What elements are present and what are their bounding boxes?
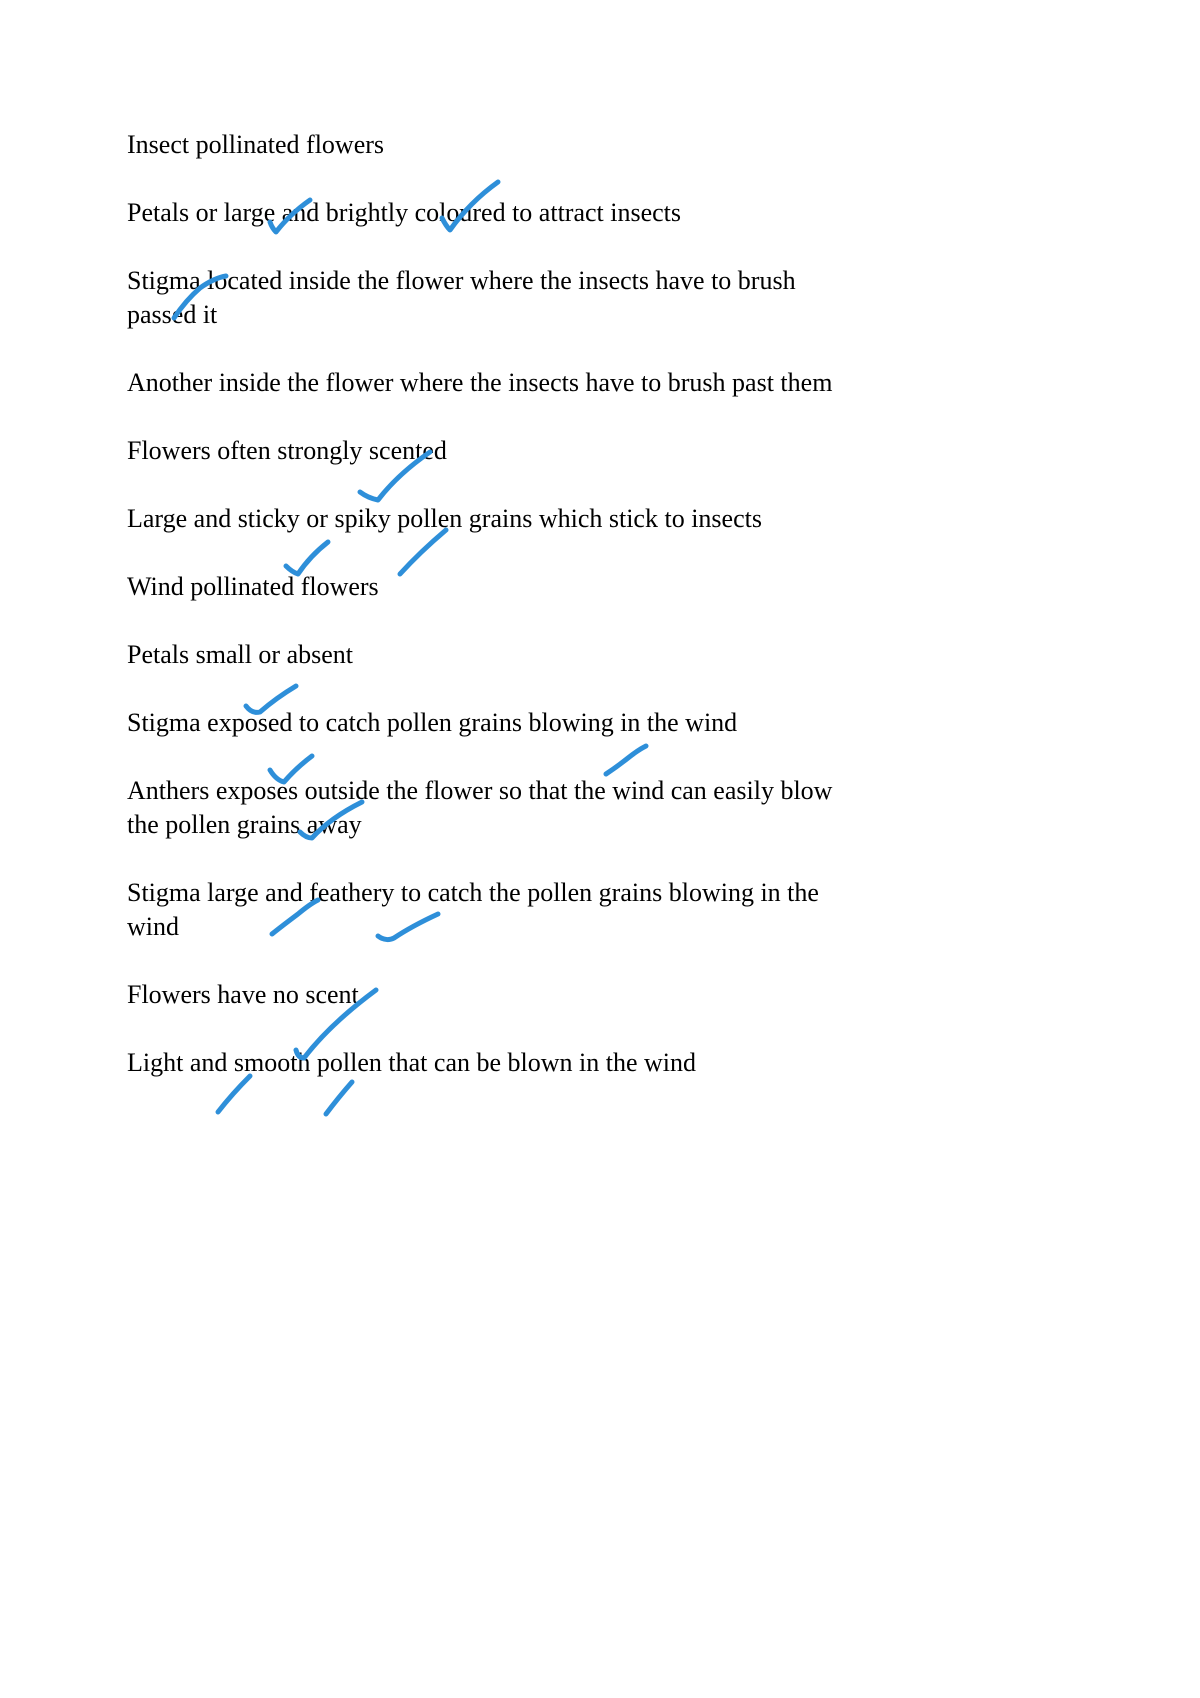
paragraph-petals-small: Petals small or absent bbox=[127, 640, 354, 669]
paragraph-scented: Flowers often strongly scented bbox=[127, 436, 447, 465]
heading-wind-pollinated: Wind pollinated flowers bbox=[127, 572, 379, 601]
paragraph-no-scent: Flowers have no scent bbox=[127, 980, 359, 1009]
paragraph-smooth-pollen: Light and smooth pollen that can be blown in the wind bbox=[127, 1048, 697, 1077]
paragraph-petals-large: Petals or large and brightly coloured to attract insects bbox=[127, 198, 682, 227]
paragraph-anthers-inside: Another inside the flower where the insects have to brush past them bbox=[127, 368, 833, 397]
document-body bbox=[127, 128, 867, 1114]
paragraph-stigma-inside: Stigma located inside the flower where the insects have to brush passed it bbox=[127, 266, 796, 329]
paragraph-sticky-pollen: Large and sticky or spiky pollen grains which stick to insects bbox=[127, 504, 762, 533]
paragraph-stigma-feathery: Stigma large and feathery to catch the pollen grains blowing in the wind bbox=[127, 878, 819, 941]
paragraph-stigma-exposed: Stigma exposed to catch pollen grains blowing in the wind bbox=[127, 708, 738, 737]
heading-insect-pollinated: Insect pollinated flowers bbox=[127, 130, 385, 159]
paragraph-anthers-exposed: Anthers exposes outside the flower so that the wind can easily blow the pollen grains away bbox=[127, 776, 833, 839]
